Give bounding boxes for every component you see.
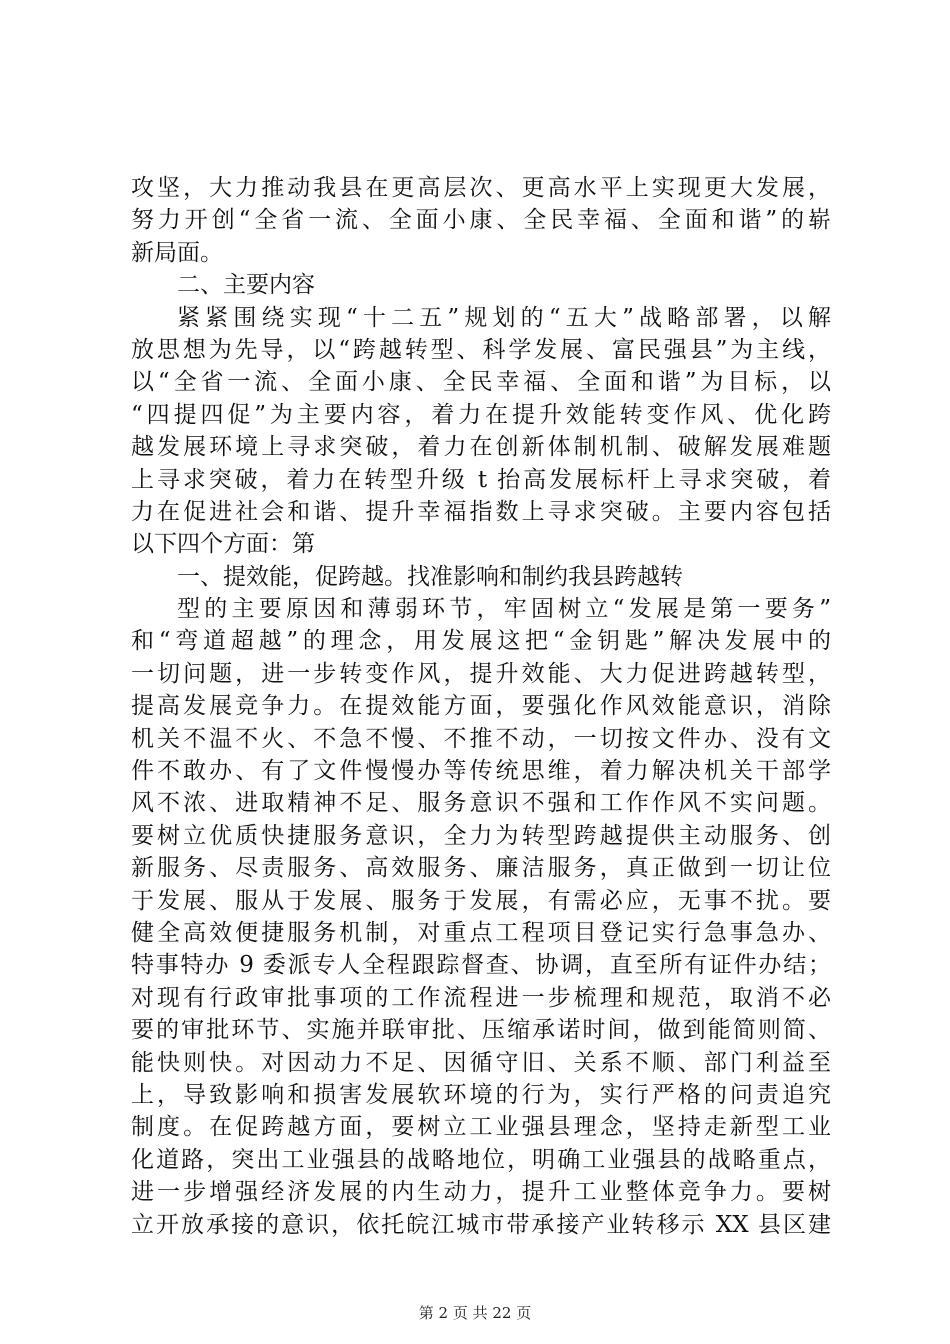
body-text-line: 以“全省一流、全面小康、全民幸福、全面和谐”为目标，以 [131,369,831,396]
body-text-line: 件不敢办、有了文件慢慢办等传统思维，着力解决机关干部学 [131,758,831,785]
body-text-line: 努力开创“全省一流、全面小康、全民幸福、全面和谐”的崭 [131,207,831,234]
body-text-line: 化道路，突出工业强县的战略地位，明确工业强县的战略重点， [131,1146,831,1173]
body-text-line: 新局面。 [131,239,223,266]
body-text-line: 进一步增强经济发展的内生动力，提升工业整体竞争力。要树 [131,1179,831,1206]
body-text-line: 一切问题，进一步转变作风，提升效能、大力促进跨越转型， [131,660,831,687]
body-text-line: 要的审批环节、实施并联审批、压缩承诺时间，做到能简则简、 [131,1017,831,1044]
body-text-line: 上寻求突破，着力在转型升级 t 抬高发展标杆上寻求突破，着 [131,466,831,493]
body-text-line: 力在促进社会和谐、提升幸福指数上寻求突破。主要内容包括 [131,498,831,525]
body-text-line: 于发展、服从于发展、服务于发展，有需必应，无事不扰。要 [131,887,831,914]
body-text-line: 特事特办 9 委派专人全程跟踪督查、协调，直至所有证件办结； [131,952,831,979]
body-text-line: 能快则快。对因动力不足、因循守旧、关系不顺、部门利益至 [131,1049,831,1076]
body-text-line: 制度。在促跨越方面，要树立工业强县理念，坚持走新型工业 [131,1114,831,1141]
body-text-line: 一、提效能，促跨越。找准影响和制约我县跨越转 [177,563,683,590]
body-text-line: 立开放承接的意识，依托皖江城市带承接产业转移示 XX 县区建 [131,1211,831,1238]
body-text-line: 要树立优质快捷服务意识，全力为转型跨越提供主动服务、创 [131,822,831,849]
document-body [131,172,831,1241]
page-footer: 第 2 页 共 22 页 [418,1304,532,1322]
body-text-line: 放思想为先导，以“跨越转型、科学发展、富民强县”为主线， [131,336,831,363]
body-text-line: 越发展环境上寻求突破，着力在创新体制机制、破解发展难题 [131,434,831,461]
body-text-line: 二、主要内容 [177,272,315,299]
body-text-line: 攻坚，大力推动我县在更高层次、更高水平上实现更大发展， [131,175,831,201]
body-text-line: 风不浓、进取精神不足、服务意识不强和工作作风不实问题。 [131,790,831,817]
body-text-line: 机关不温不火、不急不慢、不推不动，一切按文件办、没有文 [131,725,831,752]
body-text-line: 健全高效便捷服务机制，对重点工程项目登记实行急事急办、 [131,919,831,946]
body-text-line: 提高发展竞争力。在提效能方面，要强化作风效能意识，消除 [131,693,831,720]
body-text-line: “四提四促”为主要内容，着力在提升效能转变作风、优化跨 [131,401,831,428]
body-text-line: 紧紧围绕实现“十二五”规划的“五大”战略部署，以解 [177,304,831,331]
body-text-line: 新服务、尽责服务、高效服务、廉洁服务，真正做到一切让位 [131,855,831,882]
body-text-line: 上，导致影响和损害发展软环境的行为，实行严格的问责追究 [131,1081,831,1108]
body-text-line: 以下四个方面：第 [131,531,315,558]
body-text-line: 对现有行政审批事项的工作流程进一步梳理和规范，取消不必 [131,984,831,1011]
body-text-line: 型的主要原因和薄弱环节，牢固树立“发展是第一要务” [177,596,831,623]
body-text-line: 和“弯道超越”的理念，用发展这把“金钥匙”解决发展中的 [131,628,831,655]
